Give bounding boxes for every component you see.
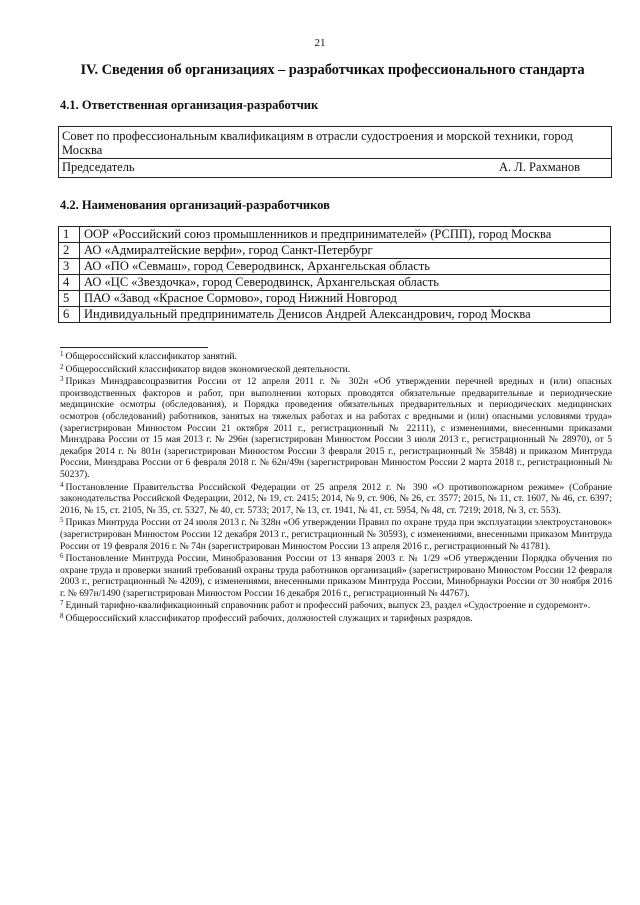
- footnote-separator: [60, 347, 208, 348]
- footnote-text: Постановление Минтруда России, Минобразования России от 13 января 2003 г. № 1/29 «Об утверждении Порядка обучения по охране труда и проверки знаний требований охраны труда работников организаций» (зарегистрировано Минюстом России 12 февраля 2003 г., регистрационный № 4209), с изменениями, внесенными приказом Минтруда России, Минобрнауки России от 30 ноября 2016 г. № 697н/1490 (зарегистрирован Минюстом России 16 декабря 2016 г., регистрационный № 44767).: [60, 553, 612, 599]
- row-number: 5: [59, 291, 80, 307]
- footnote-text: Единый тарифно-квалификационный справочник работ и профессий рабочих, выпуск 23, раздел «Судостроение и судоремонт».: [65, 600, 591, 612]
- footnote-mark: 4: [60, 480, 64, 489]
- table-row: [59, 291, 611, 307]
- org-name: ПАО «Завод «Красное Сормово», город Нижний Новгород: [80, 291, 611, 307]
- footnote-mark: 5: [60, 516, 64, 525]
- row-number: 3: [59, 259, 80, 275]
- footnote: [60, 482, 612, 517]
- footnote-mark: 3: [60, 375, 64, 384]
- footnote-text: Приказ Минздравсоцразвития России от 12 апреля 2011 г. № 302н «Об утверждении перечней вредных и (или) опасных производственных факторов и работ, при выполнении которых проводятся обязательные предварительные и периодические медицинские осмотры (обследования), и Порядка проведения обязательных предварительных и периодических медицинских осмотров (обследований) работников, занятых на тяжелых работах и на работах с вредными и (или) опасными условиями труда» (зарегистрирован Минюстом России 21 октября 2011 г., регистрационный № 22111), с изменениями, внесенными приказами Минздрава России от 15 мая 2013 г. № 296н (зарегистрирован Минюстом России 3 июля 2013 г., регистрационный № 28970), от 5 декабря 2014 г. № 801н (зарегистрирован Минюстом России 3 февраля 2015 г., регистрационный № 35848) и приказом Минтруда России, Минздрава России от 6 февраля 2018 г. № 62н/49н (зарегистрирован Минюстом России 2 марта 2018 г., регистрационный № 50237).: [60, 376, 612, 480]
- row-number: 1: [59, 227, 80, 243]
- footnote: [60, 600, 612, 612]
- chair-name: А. Л. Рахманов: [499, 160, 580, 174]
- page-number: 21: [314, 37, 326, 49]
- org-name: ООР «Российский союз промышленников и предпринимателей» (РСПП), город Москва: [80, 227, 611, 243]
- footnote-mark: 1: [60, 350, 64, 358]
- responsible-org-box: [58, 126, 612, 178]
- row-number: 2: [59, 243, 80, 259]
- footnote-text: Общероссийский классификатор профессий рабочих, должностей служащих и тарифных разрядов.: [65, 613, 473, 625]
- org-name: АО «Адмиралтейские верфи», город Санкт-Петербург: [80, 243, 611, 259]
- footnote-text: Общероссийский классификатор занятий.: [65, 351, 237, 362]
- footnote: [60, 517, 612, 552]
- org-name: Индивидуальный предприниматель Денисов Андрей Александрович, город Москва: [80, 307, 611, 323]
- footnote-mark: 8: [60, 612, 64, 621]
- footnote-text: Постановление Правительства Российской Федерации от 25 апреля 2012 г. № 390 «О противопожарном режиме» (Собрание законодательства Российской Федерации, 2012, № 19, ст. 2415; 2014, № 9, ст. 906, № 26, ст. 3577; 2015, № 11, ст. 1607, № 46, ст. 6397; 2016, № 15, ст. 2105, № 35, ст. 5327, № 40, ст. 5733; 2017, № 13, ст. 1941, № 41, ст. 5954, № 48, ст. 7219; 2018, № 3, ст. 553).: [60, 481, 612, 516]
- footnote-mark: 6: [60, 552, 64, 561]
- org-name: АО «ПО «Севмаш», город Северодвинск, Архангельская область: [80, 259, 611, 275]
- table-row: [59, 227, 611, 243]
- responsible-org-name: Совет по профессиональным квалификациям в отрасли судостроения и морской техники, город Москва: [59, 127, 611, 159]
- footnote: [60, 613, 612, 625]
- developers-table: [58, 226, 611, 323]
- footnote: [60, 351, 612, 363]
- responsible-org-chair-row: [59, 159, 611, 177]
- row-number: 4: [59, 275, 80, 291]
- footnotes: [60, 351, 612, 626]
- section-title: IV. Сведения об организациях – разработчиках профессионального стандарта: [80, 62, 585, 78]
- table-row: [59, 259, 611, 275]
- footnote: [60, 376, 612, 480]
- developers-heading: 4.2. Наименования организаций-разработчиков: [60, 198, 330, 212]
- footnote: [60, 364, 612, 376]
- footnote-text: Общероссийский классификатор видов экономической деятельности.: [65, 363, 351, 375]
- org-name: АО «ЦС «Звездочка», город Северодвинск, Архангельская область: [80, 275, 611, 291]
- footnote-text: Приказ Минтруда России от 24 июля 2013 г. № 328н «Об утверждении Правил по охране труда при эксплуатации электроустановок» (зарегистрирован Минюстом России 12 декабря 2013 г., регистрационный № 30593), с изменениями, внесенными приказом Минтруда России от 19 февраля 2016 г. № 74н (зарегистрирован Минюстом России 13 апреля 2016 г., регистрационный № 41781).: [60, 517, 612, 552]
- table-row: [59, 243, 611, 259]
- responsible-org-heading: 4.1. Ответственная организация-разработчик: [60, 98, 319, 112]
- footnote-mark: 2: [60, 362, 64, 371]
- footnote-mark: 7: [60, 599, 64, 608]
- table-row: [59, 307, 611, 323]
- table-row: [59, 275, 611, 291]
- row-number: 6: [59, 307, 80, 323]
- footnote: [60, 553, 612, 599]
- chair-role: Председатель: [62, 160, 135, 174]
